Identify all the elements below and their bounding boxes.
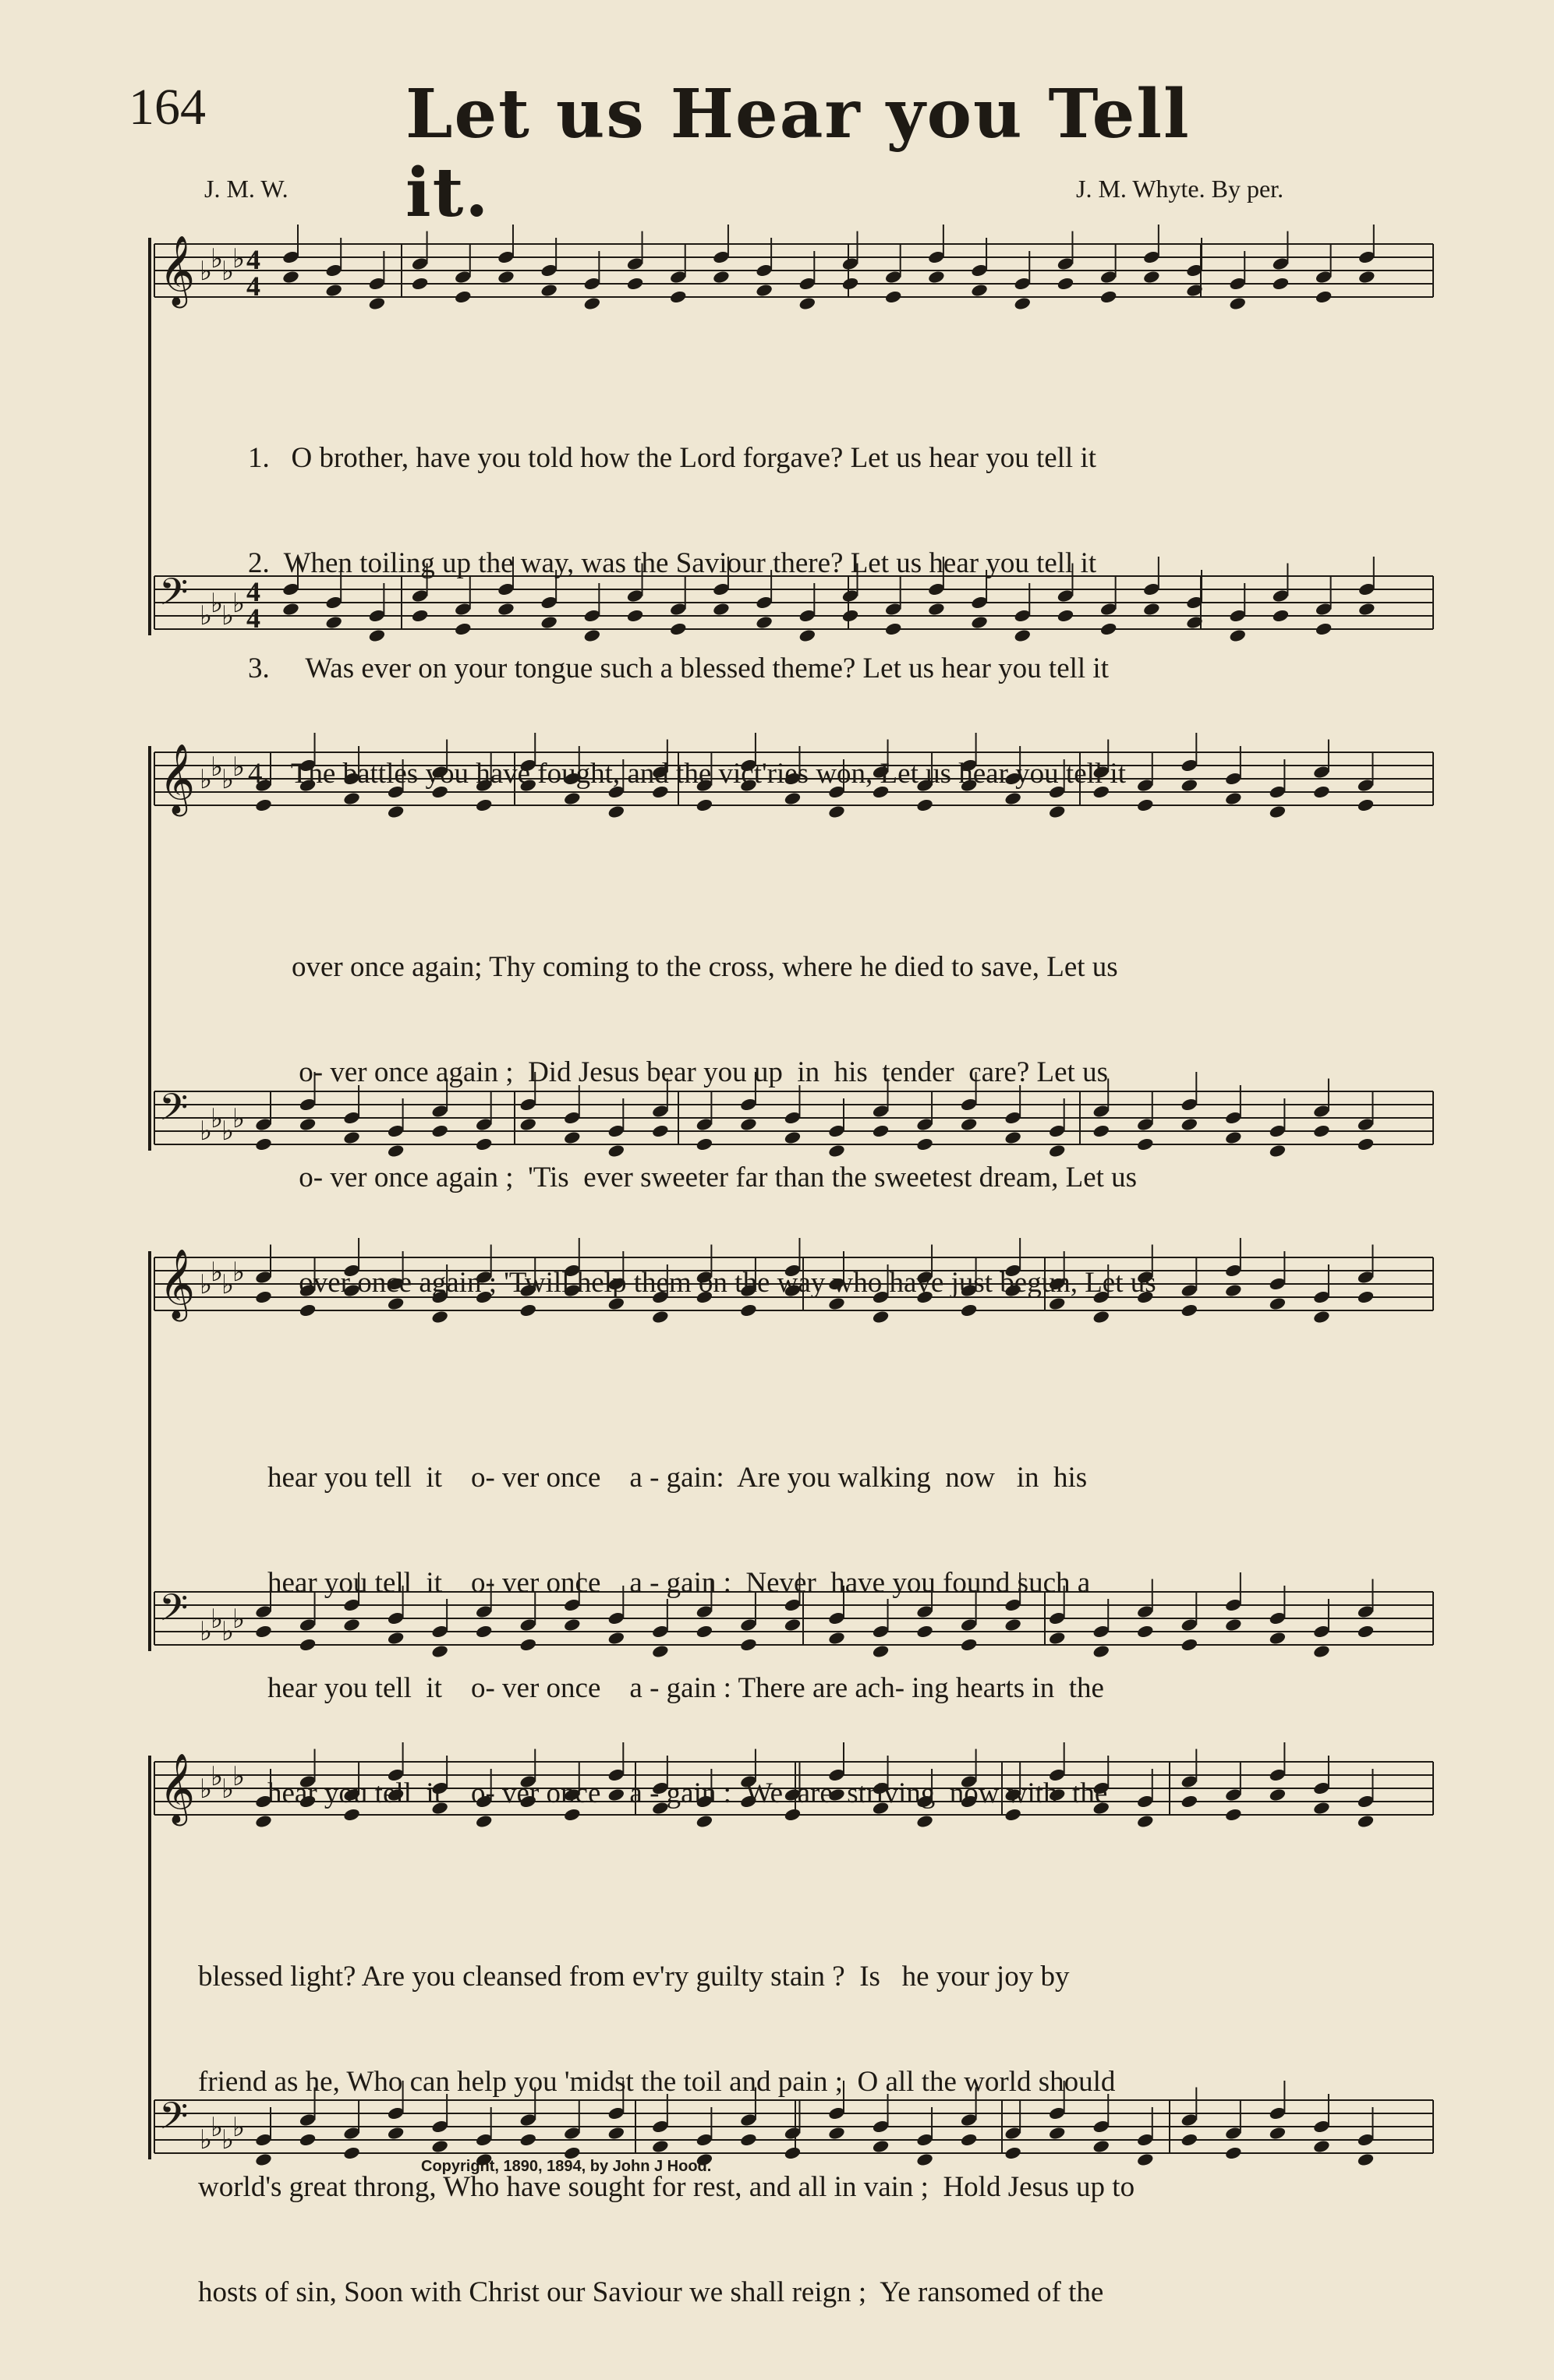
notehead [497, 270, 515, 285]
flat-sign: ♭ [211, 751, 224, 783]
flat-sign: ♭ [200, 1774, 213, 1805]
flat-sign: ♭ [200, 1116, 213, 1147]
notehead [1315, 621, 1333, 636]
lyric-line: hear you tell it o- ver once a - gain : There are ach- ing hearts in the [267, 1672, 1104, 1704]
notehead [1357, 1624, 1375, 1639]
notehead [1181, 1794, 1198, 1809]
notehead [254, 1137, 272, 1151]
bass-clef: 𝄢 [159, 1085, 189, 1138]
notehead [1357, 797, 1375, 812]
notehead [1358, 270, 1375, 285]
notehead [1312, 784, 1330, 799]
notehead [1269, 2126, 1287, 2141]
notehead [1269, 1788, 1287, 1802]
notehead [1312, 1310, 1330, 1324]
flat-sign: ♭ [232, 1257, 246, 1288]
lyric-line: hear you tell it o- ver once a - gain : Never have you found such a [267, 1567, 1091, 1599]
lyric-line: hosts of sin, Soon with Christ our Saviour we shall reign ; Ye ransomed of the [198, 2276, 1104, 2308]
notehead [1142, 270, 1160, 285]
treble-clef: 𝄞 [159, 1753, 196, 1823]
flat-sign: ♭ [221, 2124, 235, 2155]
lyric-line: hear you tell it o- ver once a - gain: Are you walking now in his [267, 1462, 1088, 1494]
flat-sign: ♭ [211, 243, 224, 274]
flat-sign: ♭ [200, 256, 213, 287]
bass-clef: 𝄢 [159, 570, 189, 623]
notehead [1014, 296, 1032, 311]
notehead [1357, 1289, 1375, 1304]
flat-sign: ♭ [221, 600, 235, 631]
notehead [1229, 628, 1247, 643]
time-signature: 4 [246, 244, 260, 275]
treble-clef: 𝄞 [159, 744, 196, 814]
notehead [1269, 1144, 1287, 1158]
lyrics-block-4 [198, 1889, 1135, 2380]
bass-clef: 𝄢 [159, 2094, 189, 2147]
notehead [1272, 276, 1290, 291]
flat-sign: ♭ [221, 1774, 235, 1805]
time-signature: 4 [246, 603, 260, 634]
lyrics-block-1 [248, 370, 1126, 861]
lyric-line: o- ver once again ; Did Jesus bear you up in his tender care? Let us [292, 1056, 1108, 1088]
notehead [281, 270, 299, 285]
notehead [1312, 2139, 1330, 2154]
notehead [1181, 1303, 1198, 1317]
lyric-line: friend as he, Who can help you 'midst the toil and pain ; O all the world should [198, 2066, 1116, 2098]
notehead [1312, 1123, 1330, 1138]
time-signature: 4 [246, 576, 260, 607]
hymn-title: Let us Hear you Tell it. [405, 75, 1191, 232]
flat-sign: ♭ [221, 1269, 235, 1300]
notehead [1357, 1814, 1375, 1829]
notehead [1181, 1637, 1198, 1652]
flat-sign: ♭ [221, 256, 235, 287]
lyric-line: 2. When toiling up the way, was the Saviour there? Let us hear you tell it [248, 547, 1097, 579]
composer-credit: J. M. Whyte. By per. [1076, 175, 1284, 203]
notehead [1224, 1130, 1242, 1145]
flat-sign: ♭ [232, 1604, 246, 1635]
flat-sign: ♭ [200, 1616, 213, 1647]
flat-sign: ♭ [211, 1103, 224, 1134]
notehead [1224, 2145, 1242, 2160]
notehead [1136, 1814, 1154, 1829]
notehead [1312, 1801, 1330, 1816]
notehead [1224, 1283, 1242, 1298]
flat-sign: ♭ [200, 600, 213, 631]
notehead [254, 1289, 272, 1304]
notehead [1269, 1631, 1287, 1646]
flat-sign: ♭ [221, 1616, 235, 1647]
notehead [1269, 805, 1287, 819]
notehead [669, 289, 687, 304]
notehead [1357, 1137, 1375, 1151]
treble-clef: 𝄞 [159, 1249, 196, 1319]
notehead [1269, 1296, 1287, 1311]
flat-sign: ♭ [221, 1116, 235, 1147]
notehead [1224, 1807, 1242, 1822]
flat-sign: ♭ [200, 764, 213, 795]
notehead [841, 276, 859, 291]
notehead [798, 296, 816, 311]
lyric-line: blessed light? Are you cleansed from ev'ry guilty stain ? Is he your joy by [198, 1961, 1070, 1993]
notehead [583, 296, 601, 311]
lyric-line: o- ver once again ; 'Tis ever sweeter far than the sweetest dream, Let us [292, 1162, 1138, 1194]
lyric-line: over once again; Thy coming to the cross, where he died to save, Let us [292, 951, 1118, 983]
notehead [884, 289, 902, 304]
notehead [1272, 608, 1290, 623]
notehead [325, 283, 343, 298]
lyric-line: 3. Was ever on your tongue such a blessed theme? Let us hear you tell it [248, 652, 1109, 684]
flat-sign: ♭ [232, 588, 246, 619]
notehead [1057, 276, 1074, 291]
notehead [1357, 2152, 1375, 2167]
author-credit: J. M. W. [204, 175, 288, 203]
flat-sign: ♭ [200, 1269, 213, 1300]
notehead [1358, 602, 1375, 617]
lyric-line: over once again ; 'Twill help them on the way who have just begun, Let us [292, 1267, 1156, 1299]
treble-clef: 𝄞 [159, 235, 196, 306]
notehead [1224, 791, 1242, 806]
flat-sign: ♭ [211, 1604, 224, 1635]
flat-sign: ♭ [221, 764, 235, 795]
notehead [411, 276, 429, 291]
notehead [712, 270, 730, 285]
lyric-line: hear you tell it o- ver once a - gain : We are striving now with the [267, 1777, 1108, 1809]
notehead [1136, 797, 1154, 812]
notehead [540, 283, 558, 298]
notehead [1315, 289, 1333, 304]
page-number: 164 [129, 79, 206, 136]
time-signature: 4 [246, 271, 260, 302]
notehead [1181, 2132, 1198, 2147]
notehead [927, 270, 945, 285]
lyrics-block-3 [267, 1390, 1107, 1881]
flat-sign: ♭ [232, 1761, 246, 1792]
notehead [1099, 289, 1117, 304]
notehead [1224, 1618, 1242, 1632]
flat-sign: ♭ [211, 1257, 224, 1288]
notehead [755, 283, 773, 298]
lyric-line: world's great throng, Who have sought for rest, and all in vain ; Hold Jesus up to [198, 2171, 1135, 2203]
flat-sign: ♭ [232, 1103, 246, 1134]
notehead [454, 289, 472, 304]
notehead [970, 283, 988, 298]
notehead [1181, 778, 1198, 793]
flat-sign: ♭ [232, 751, 246, 783]
notehead [1229, 296, 1247, 311]
flat-sign: ♭ [211, 588, 224, 619]
notehead [368, 296, 386, 311]
lyric-line: 1. O brother, have you told how the Lord forgave? Let us hear you tell it [248, 442, 1097, 474]
lyrics-block-2 [292, 879, 1156, 1370]
notehead [1181, 1117, 1198, 1132]
lyric-line: 4. The battles you have fought, and the vict'ries won, Let us hear you tell it [248, 758, 1126, 790]
notehead [1136, 2152, 1154, 2167]
notehead [1142, 602, 1160, 617]
flat-sign: ♭ [200, 2124, 213, 2155]
notehead [1312, 1644, 1330, 1659]
bass-clef: 𝄢 [159, 1586, 189, 1639]
flat-sign: ♭ [211, 2112, 224, 2143]
notehead [626, 276, 644, 291]
flat-sign: ♭ [232, 2112, 246, 2143]
notehead [1136, 1624, 1154, 1639]
flat-sign: ♭ [211, 1761, 224, 1792]
flat-sign: ♭ [232, 243, 246, 274]
copyright-notice: Copyright, 1890, 1894, by John J Hood. [421, 2158, 712, 2175]
